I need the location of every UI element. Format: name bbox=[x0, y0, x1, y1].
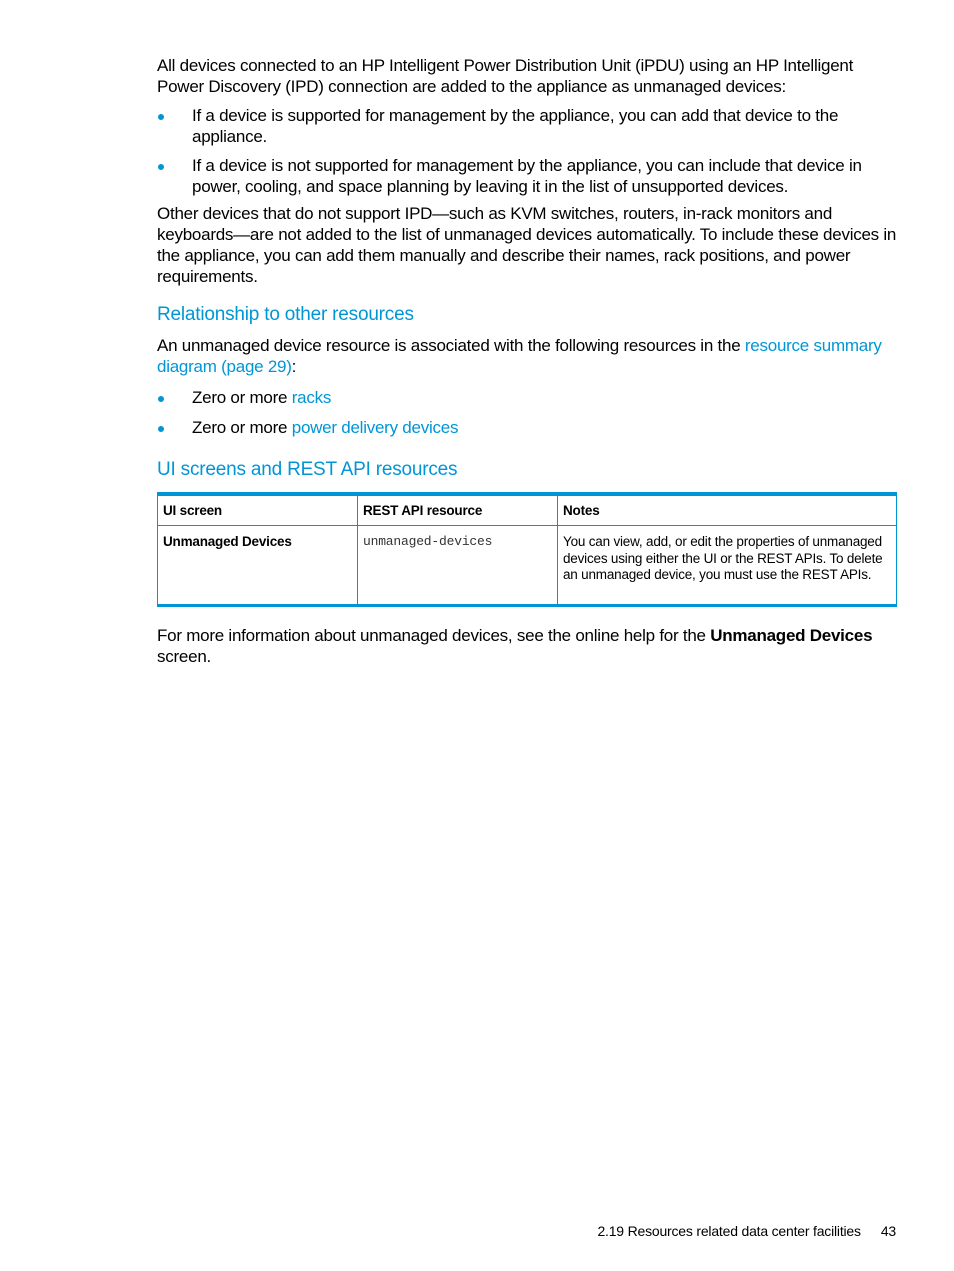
bullet-prefix: Zero or more bbox=[192, 388, 292, 407]
list-item bbox=[157, 155, 897, 197]
table-cell-rest-api: unmanaged-devices bbox=[358, 526, 558, 606]
intro-paragraph: All devices connected to an HP Intelligent Power Distribution Unit (iPDU) using an HP Intelligent Power Discovery (IPD) connection are added to the appliance as unmanaged devices: bbox=[157, 56, 854, 96]
more-info-end: screen. bbox=[157, 647, 211, 666]
relationship-bullet-list bbox=[157, 387, 897, 438]
association-colon: : bbox=[291, 357, 297, 376]
table-header-row bbox=[158, 494, 897, 526]
page-footer bbox=[597, 1223, 896, 1239]
association-text: An unmanaged device resource is associated with the following resources in the bbox=[157, 336, 745, 355]
bullet-text: If a device is not supported for management by the appliance, you can include that device in power, cooling, and space planning by leaving it in the list of unsupported devices. bbox=[192, 156, 862, 196]
table-header-ui-screen: UI screen bbox=[158, 494, 358, 526]
more-info-text: For more information about unmanaged devices, see the online help for the bbox=[157, 626, 711, 645]
table-header-notes: Notes bbox=[558, 494, 897, 526]
more-info-bold: Unmanaged Devices bbox=[710, 626, 873, 645]
more-info-paragraph bbox=[157, 625, 897, 667]
bullet-prefix: Zero or more bbox=[192, 418, 292, 437]
table-cell-ui-screen: Unmanaged Devices bbox=[158, 526, 358, 606]
association-paragraph bbox=[157, 335, 897, 377]
footer-section-title: 2.19 Resources related data center facilities bbox=[597, 1223, 861, 1239]
list-item bbox=[157, 417, 897, 438]
page-content bbox=[157, 55, 897, 667]
resource-summary-link[interactable]: resource summary diagram (page 29) bbox=[157, 336, 882, 376]
bullet-icon bbox=[158, 114, 164, 120]
other-devices-paragraph: Other devices that do not support IPD—such as KVM switches, routers, in-rack monitors and keyboards—are not added to the list of unmanaged devices automatically. To include these devices in the appliance, you can add them manually and describe their names, rack positions, and power requirements. bbox=[157, 204, 897, 286]
resources-table bbox=[157, 492, 897, 607]
section-heading-ui-screens: UI screens and REST API resources bbox=[157, 459, 458, 480]
list-item bbox=[157, 387, 897, 408]
power-delivery-devices-link[interactable]: power delivery devices bbox=[291, 418, 459, 437]
racks-link[interactable]: racks bbox=[291, 388, 332, 407]
bullet-icon bbox=[158, 396, 164, 402]
table-row bbox=[158, 526, 897, 606]
bullet-text: If a device is supported for management by the appliance, you can add that device to the appliance. bbox=[192, 106, 839, 146]
table-cell-notes: You can view, add, or edit the properties of unmanaged devices using either the UI or the REST APIs. To delete an unmanaged device, you must use the REST APIs. bbox=[558, 526, 897, 606]
bullet-icon bbox=[158, 164, 164, 170]
page-number: 43 bbox=[880, 1223, 896, 1239]
table-header-rest-api: REST API resource bbox=[358, 494, 558, 526]
support-bullet-list bbox=[157, 105, 897, 197]
section-heading-relationship: Relationship to other resources bbox=[157, 304, 414, 325]
bullet-icon bbox=[158, 426, 164, 432]
list-item bbox=[157, 105, 897, 147]
